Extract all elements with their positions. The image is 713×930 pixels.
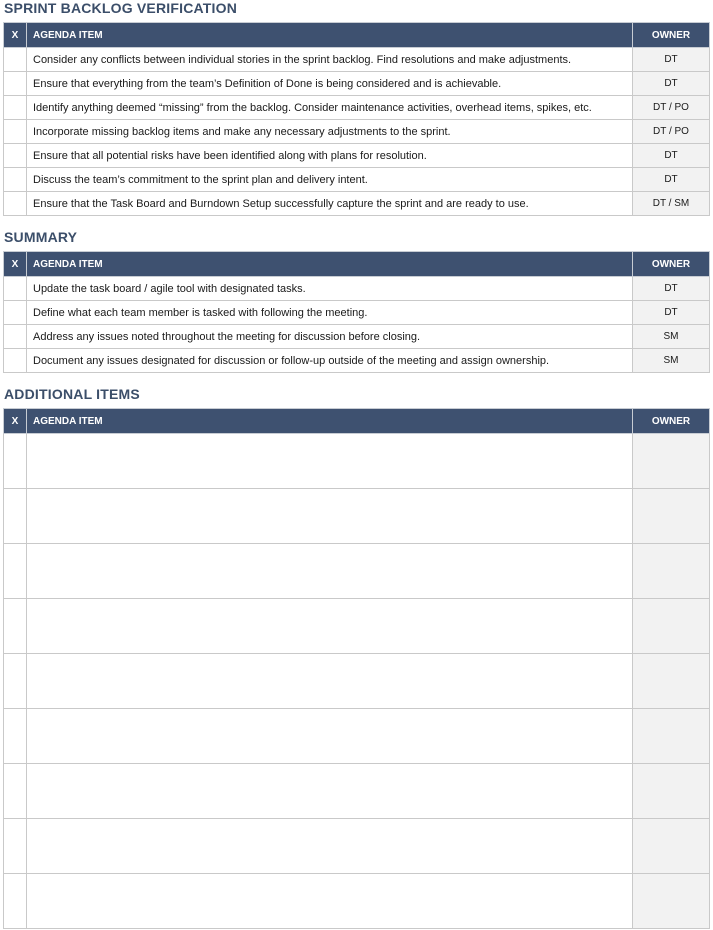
agenda-item-cell[interactable] — [27, 544, 633, 599]
agenda-item-cell[interactable] — [27, 434, 633, 489]
column-header-x: X — [4, 252, 27, 277]
agenda-item-cell[interactable]: Ensure that everything from the team’s Definition of Done is being considered and is achievable. — [27, 72, 633, 96]
table-row — [4, 819, 710, 874]
column-header-agenda-item: AGENDA ITEM — [27, 409, 633, 434]
owner-cell[interactable]: DT — [633, 301, 710, 325]
checkbox-cell[interactable] — [4, 48, 27, 72]
checkbox-cell[interactable] — [4, 489, 27, 544]
table-row — [4, 654, 710, 709]
table-row — [4, 349, 710, 373]
column-header-owner: OWNER — [633, 23, 710, 48]
column-header-agenda-item: AGENDA ITEM — [27, 252, 633, 277]
section-title-additional-items: ADDITIONAL ITEMS — [4, 386, 140, 402]
agenda-item-cell[interactable]: Document any issues designated for discussion or follow-up outside of the meeting and assign ownership. — [27, 349, 633, 373]
table-row — [4, 72, 710, 96]
additional-items-table — [3, 408, 710, 929]
owner-cell[interactable] — [633, 709, 710, 764]
column-header-agenda-item: AGENDA ITEM — [27, 23, 633, 48]
table-row — [4, 48, 710, 72]
agenda-item-cell[interactable]: Ensure that the Task Board and Burndown Setup successfully capture the sprint and are ready to use. — [27, 192, 633, 216]
agenda-item-cell[interactable] — [27, 874, 633, 929]
checkbox-cell[interactable] — [4, 277, 27, 301]
agenda-item-cell[interactable] — [27, 819, 633, 874]
table-header-row — [4, 23, 710, 48]
table-row — [4, 764, 710, 819]
owner-cell[interactable]: DT — [633, 48, 710, 72]
table-row — [4, 192, 710, 216]
section-title-sprint-backlog: SPRINT BACKLOG VERIFICATION — [4, 0, 238, 16]
agenda-item-cell[interactable]: Consider any conflicts between individual stories in the sprint backlog. Find resolutions and make adjustments. — [27, 48, 633, 72]
checkbox-cell[interactable] — [4, 325, 27, 349]
owner-cell[interactable] — [633, 489, 710, 544]
table-row — [4, 544, 710, 599]
table-header-row — [4, 252, 710, 277]
agenda-item-cell[interactable] — [27, 599, 633, 654]
summary-table — [3, 251, 710, 373]
agenda-item-cell[interactable]: Address any issues noted throughout the meeting for discussion before closing. — [27, 325, 633, 349]
checkbox-cell[interactable] — [4, 544, 27, 599]
sprint-backlog-table — [3, 22, 710, 216]
checkbox-cell[interactable] — [4, 349, 27, 373]
checkbox-cell[interactable] — [4, 434, 27, 489]
table-row — [4, 301, 710, 325]
owner-cell[interactable]: DT / PO — [633, 96, 710, 120]
agenda-item-cell[interactable] — [27, 489, 633, 544]
checkbox-cell[interactable] — [4, 120, 27, 144]
owner-cell[interactable]: DT — [633, 277, 710, 301]
agenda-item-cell[interactable] — [27, 654, 633, 709]
table-row — [4, 434, 710, 489]
checkbox-cell[interactable] — [4, 599, 27, 654]
checkbox-cell[interactable] — [4, 168, 27, 192]
owner-cell[interactable]: DT — [633, 72, 710, 96]
owner-cell[interactable]: DT — [633, 168, 710, 192]
table-row — [4, 168, 710, 192]
checkbox-cell[interactable] — [4, 96, 27, 120]
owner-cell[interactable] — [633, 874, 710, 929]
table-row — [4, 325, 710, 349]
agenda-item-cell[interactable]: Update the task board / agile tool with designated tasks. — [27, 277, 633, 301]
table-row — [4, 709, 710, 764]
agenda-item-cell[interactable]: Identify anything deemed “missing” from the backlog. Consider maintenance activities, overhead items, spikes, etc. — [27, 96, 633, 120]
owner-cell[interactable]: DT / PO — [633, 120, 710, 144]
table-row — [4, 277, 710, 301]
section-title-summary: SUMMARY — [4, 229, 78, 245]
owner-cell[interactable] — [633, 654, 710, 709]
checkbox-cell[interactable] — [4, 819, 27, 874]
checkbox-cell[interactable] — [4, 654, 27, 709]
checkbox-cell[interactable] — [4, 301, 27, 325]
table-row — [4, 144, 710, 168]
owner-cell[interactable] — [633, 544, 710, 599]
agenda-item-cell[interactable] — [27, 709, 633, 764]
agenda-item-cell[interactable] — [27, 764, 633, 819]
owner-cell[interactable]: DT — [633, 144, 710, 168]
owner-cell[interactable]: DT / SM — [633, 192, 710, 216]
column-header-owner: OWNER — [633, 409, 710, 434]
checkbox-cell[interactable] — [4, 709, 27, 764]
agenda-item-cell[interactable]: Discuss the team’s commitment to the sprint plan and delivery intent. — [27, 168, 633, 192]
owner-cell[interactable] — [633, 764, 710, 819]
table-row — [4, 874, 710, 929]
owner-cell[interactable]: SM — [633, 349, 710, 373]
table-row — [4, 599, 710, 654]
column-header-x: X — [4, 409, 27, 434]
table-header-row — [4, 409, 710, 434]
owner-cell[interactable] — [633, 599, 710, 654]
owner-cell[interactable] — [633, 434, 710, 489]
owner-cell[interactable] — [633, 819, 710, 874]
table-row — [4, 96, 710, 120]
checkbox-cell[interactable] — [4, 764, 27, 819]
checkbox-cell[interactable] — [4, 874, 27, 929]
agenda-item-cell[interactable]: Incorporate missing backlog items and make any necessary adjustments to the sprint. — [27, 120, 633, 144]
checkbox-cell[interactable] — [4, 72, 27, 96]
checkbox-cell[interactable] — [4, 192, 27, 216]
checkbox-cell[interactable] — [4, 144, 27, 168]
column-header-x: X — [4, 23, 27, 48]
owner-cell[interactable]: SM — [633, 325, 710, 349]
column-header-owner: OWNER — [633, 252, 710, 277]
table-row — [4, 120, 710, 144]
table-row — [4, 489, 710, 544]
agenda-item-cell[interactable]: Ensure that all potential risks have been identified along with plans for resolution. — [27, 144, 633, 168]
agenda-item-cell[interactable]: Define what each team member is tasked with following the meeting. — [27, 301, 633, 325]
